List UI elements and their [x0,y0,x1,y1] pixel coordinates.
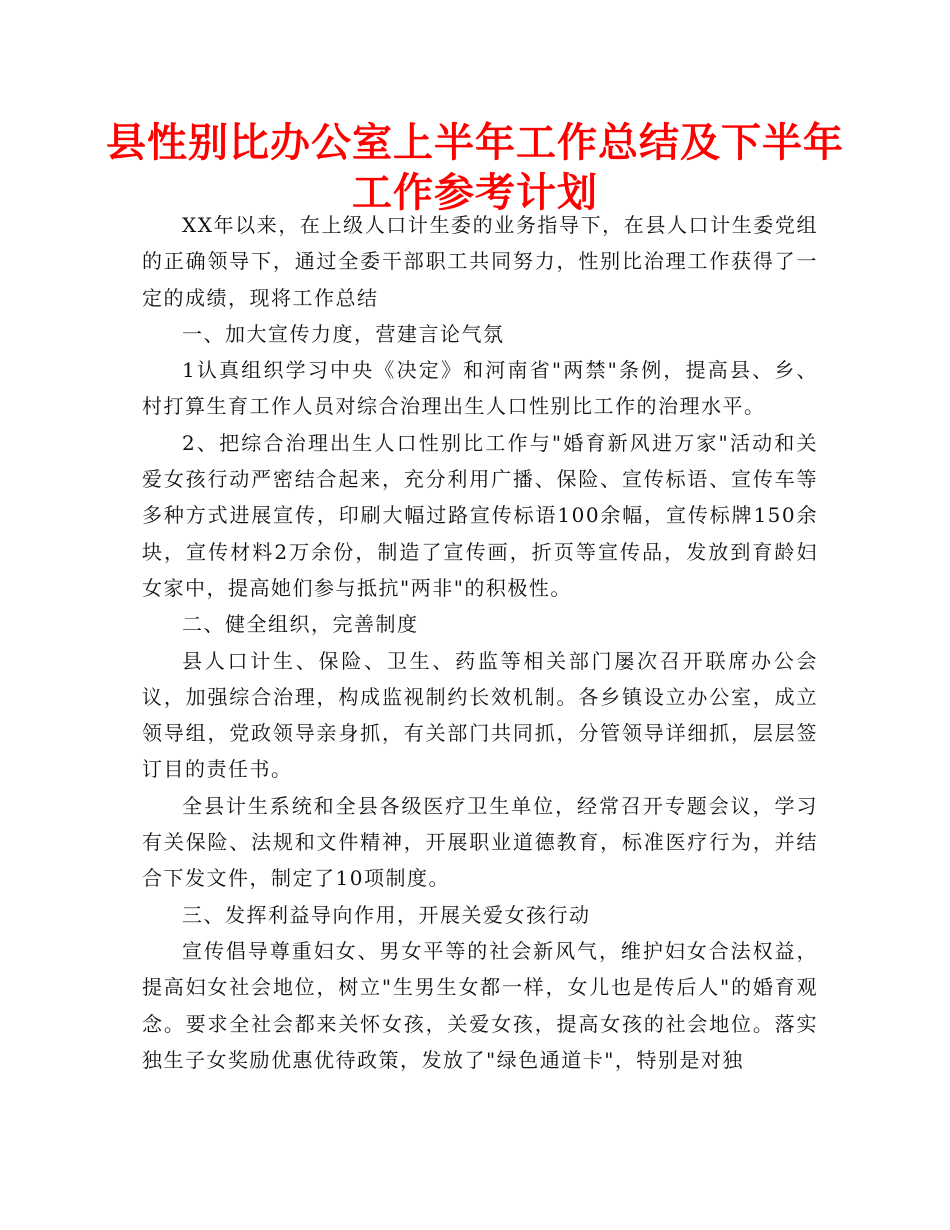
section-heading-1: 一、加大宣传力度，营建言论气氛 [182,321,505,346]
document-title: 县性别比办公室上半年工作总结及下半年工作参考计划 [106,120,844,216]
paragraph: 全县计生系统和全县各级医疗卫生单位，经常召开专题会议，学习有关保险、法规和文件精神，开展职业道德教育，标准医疗行为，并结合下发文件，制定了10项制度。 [142,793,818,891]
section-heading-3: 三、发挥利益导向作用，开展关爱女孩行动 [182,902,591,927]
section-heading-2: 二、健全组织，完善制度 [182,612,419,637]
document-body [142,207,818,1078]
paragraph: 2、把综合治理出生人口性别比工作与"婚育新风进万家"活动和关爱女孩行动严密结合起来，充分利用广播、保险、宣传标语、宣传车等多种方式进展宣传，印刷大幅过路宣传标语100余幅，宣传标牌150余块，宣传材料2万余份，制造了宣传画，折页等宣传品，发放到育龄妇女家中，提高她们参与抵抗"两非"的积极性。 [142,430,818,600]
paragraph-intro: XX年以来，在上级人口计生委的业务指导下，在县人口计生委党组的正确领导下，通过全委干部职工共同努力，性别比治理工作获得了一定的成绩，现将工作总结 [142,213,818,310]
paragraph: 县人口计生、保险、卫生、药监等相关部门屡次召开联席办公会议，加强综合治理，构成监视制约长效机制。各乡镇设立办公室，成立领导组，党政领导亲身抓，有关部门共同抓，分管领导详细抓，层层签订目的责任书。 [142,648,818,782]
paragraph: 宣传倡导尊重妇女、男女平等的社会新风气，维护妇女合法权益，提高妇女社会地位，树立"生男生女都一样，女儿也是传后人"的婚育观念。要求全社会都来关怀女孩，关爱女孩，提高女孩的社会地位。落实独生子女奖励优惠优待政策，发放了"绿色通道卡"，特别是对独 [142,938,818,1072]
paragraph: 1认真组织学习中央《决定》和河南省"两禁"条例，提高县、乡、村打算生育工作人员对综合治理出生人口性别比工作的治理水平。 [142,358,818,419]
